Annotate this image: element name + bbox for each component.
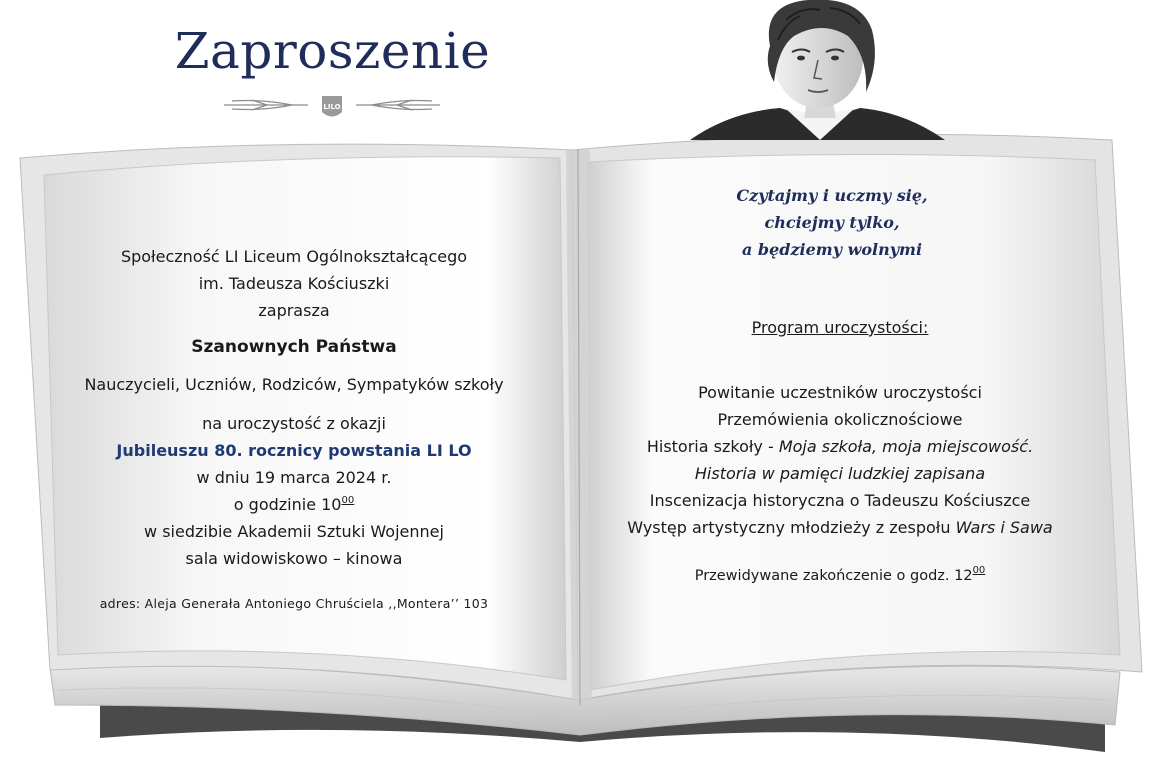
program-item-italic: Moja szkoła, moja miejscowość. <box>778 437 1034 456</box>
program-item <box>580 514 1100 541</box>
closing-time-minutes: 00 <box>972 565 986 576</box>
hall-line: sala widowiskowo – kinowa <box>185 549 403 568</box>
page-title: Zaproszenie <box>174 22 491 80</box>
closing-time <box>580 563 1100 590</box>
venue-line: w siedzibie Akademii Sztuki Wojennej <box>144 522 444 541</box>
motto-line: Czytajmy i uczmy się, <box>736 186 928 205</box>
program-item: Historia w pamięci ludzkiej zapisana <box>694 464 986 483</box>
kosciuszko-portrait <box>690 0 950 140</box>
svg-text:LILO: LILO <box>323 103 341 111</box>
jubilee-title: Jubileuszu 80. rocznicy powstania LI LO <box>116 441 472 460</box>
program-item-prefix: Występ artystyczny młodzieży z zespołu <box>627 518 956 537</box>
occasion-intro: na uroczystość z okazji <box>202 414 386 433</box>
ornament-divider <box>222 88 442 124</box>
guests-line: Nauczycieli, Uczniów, Rodziców, Sympatyków szkoły <box>84 375 504 394</box>
program-item-italic: Wars i Sawa <box>955 518 1053 537</box>
motto-line: chciejmy tylko, <box>764 213 900 232</box>
addressee: Szanownych Państwa <box>191 337 397 357</box>
program-item: Przemówienia okolicznościowe <box>717 410 963 429</box>
program-section <box>580 314 1100 590</box>
event-time-hour: o godzinie 10 <box>233 495 342 514</box>
motto-line: a będziemy wolnymi <box>741 240 923 259</box>
event-time-minutes: 00 <box>341 495 355 506</box>
program-item: Powitanie uczestników uroczystości <box>698 383 982 402</box>
program-item <box>580 433 1100 460</box>
program-heading: Program uroczystości: <box>751 318 929 337</box>
program-item: Inscenizacja historyczna o Tadeuszu Kościuszce <box>649 491 1031 510</box>
motto-quote <box>600 182 1064 263</box>
event-time <box>44 491 544 518</box>
closing-time-hour: Przewidywane zakończenie o godz. 12 <box>694 568 973 584</box>
address-line: adres: Aleja Generała Antoniego Chruściela ,,Montera’’ 103 <box>99 596 489 611</box>
program-item-prefix: Historia szkoły - <box>646 437 779 456</box>
community-line: Społeczność LI Liceum Ogólnokształcącego <box>120 247 468 266</box>
event-date: w dniu 19 marca 2024 r. <box>196 468 392 487</box>
school-name-line: im. Tadeusza Kościuszki <box>198 274 390 293</box>
invitation-text <box>44 243 544 617</box>
invites-line: zaprasza <box>258 301 330 320</box>
school-logo-icon <box>322 96 342 117</box>
